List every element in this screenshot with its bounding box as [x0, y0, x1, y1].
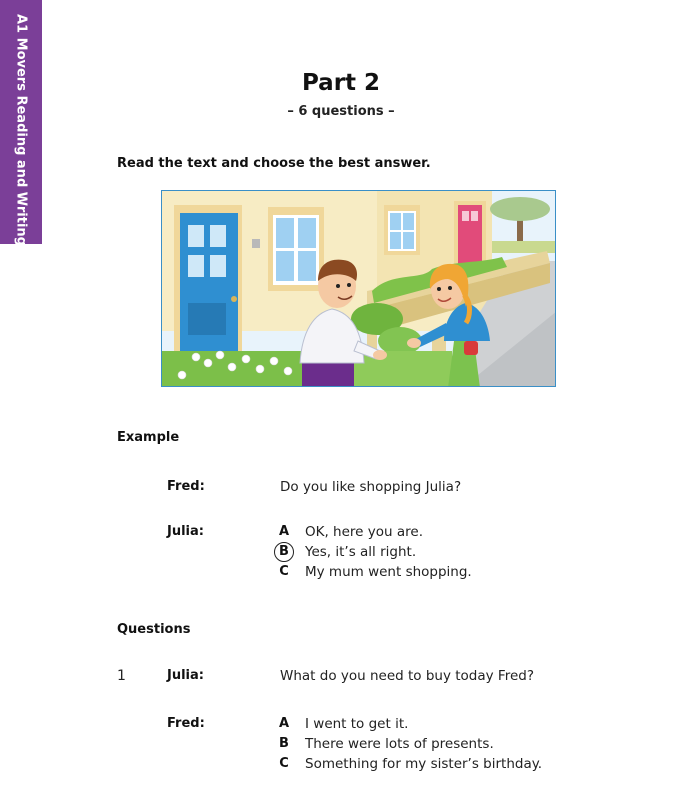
boy-hand	[373, 350, 387, 360]
instruction-text: Read the text and choose the best answer.	[117, 156, 431, 171]
pink-door	[458, 205, 482, 267]
question-prompt-speaker: Julia:	[167, 668, 204, 683]
tree-crown	[490, 197, 550, 221]
door-pane	[462, 211, 469, 221]
door-pane	[188, 255, 204, 277]
door-knob	[231, 296, 237, 302]
flower	[228, 363, 236, 371]
option-letter-b-selected: B	[274, 542, 294, 562]
flower	[284, 367, 292, 375]
question-option-letter-b: B	[279, 736, 289, 751]
flower	[270, 357, 278, 365]
question-option-text-b: There were lots of presents.	[305, 736, 494, 752]
window-pane	[276, 218, 294, 248]
flower	[216, 351, 224, 359]
section-side-tab-label: A1 Movers Reading and Writing	[13, 14, 29, 246]
flower	[256, 365, 264, 373]
door-pane	[210, 225, 226, 247]
question-option-letter-a: A	[278, 716, 290, 731]
girl-eye	[437, 287, 441, 291]
door-panel	[188, 303, 226, 335]
girl-eye	[448, 286, 452, 290]
page-subtitle: – 6 questions –	[287, 104, 395, 119]
option-text-a: OK, here you are.	[305, 524, 423, 540]
flower	[204, 359, 212, 367]
option-letter-c: C	[279, 564, 289, 579]
option-text-b: Yes, it’s all right.	[305, 544, 417, 560]
flower	[192, 353, 200, 361]
example-prompt-speaker: Fred:	[167, 479, 205, 494]
example-answer-speaker: Julia:	[167, 524, 204, 539]
window-pane	[390, 232, 401, 249]
question-option-letter-c: C	[279, 756, 289, 771]
scene-svg	[162, 191, 556, 387]
flower	[178, 371, 186, 379]
question-answer-speaker: Fred:	[167, 716, 205, 731]
window-pane	[403, 213, 414, 230]
window-pane	[298, 218, 316, 248]
girl-bag	[464, 341, 478, 355]
example-heading: Example	[117, 430, 180, 445]
boy-eye	[347, 283, 351, 287]
page-title: Part 2	[301, 70, 381, 96]
door-pane	[210, 255, 226, 277]
question-prompt-text: What do you need to buy today Fred?	[280, 668, 535, 684]
boy-eye	[336, 284, 340, 288]
girl-hand	[407, 338, 421, 348]
scene-illustration	[161, 190, 556, 387]
example-prompt-text: Do you like shopping Julia?	[280, 479, 462, 495]
questions-heading: Questions	[117, 622, 191, 637]
option-letter-a: A	[278, 524, 290, 539]
question-number: 1	[117, 668, 126, 684]
door-pane	[471, 211, 478, 221]
question-option-text-a: I went to get it.	[305, 716, 409, 732]
section-side-tab	[0, 0, 42, 244]
door-pane	[188, 225, 204, 247]
window-pane	[403, 232, 414, 249]
question-option-text-c: Something for my sister’s birthday.	[305, 756, 543, 772]
doorbell	[252, 239, 260, 248]
window-pane	[390, 213, 401, 230]
window-pane	[276, 251, 294, 281]
window-pane	[298, 251, 316, 281]
flower	[242, 355, 250, 363]
option-text-c: My mum went shopping.	[305, 564, 472, 580]
